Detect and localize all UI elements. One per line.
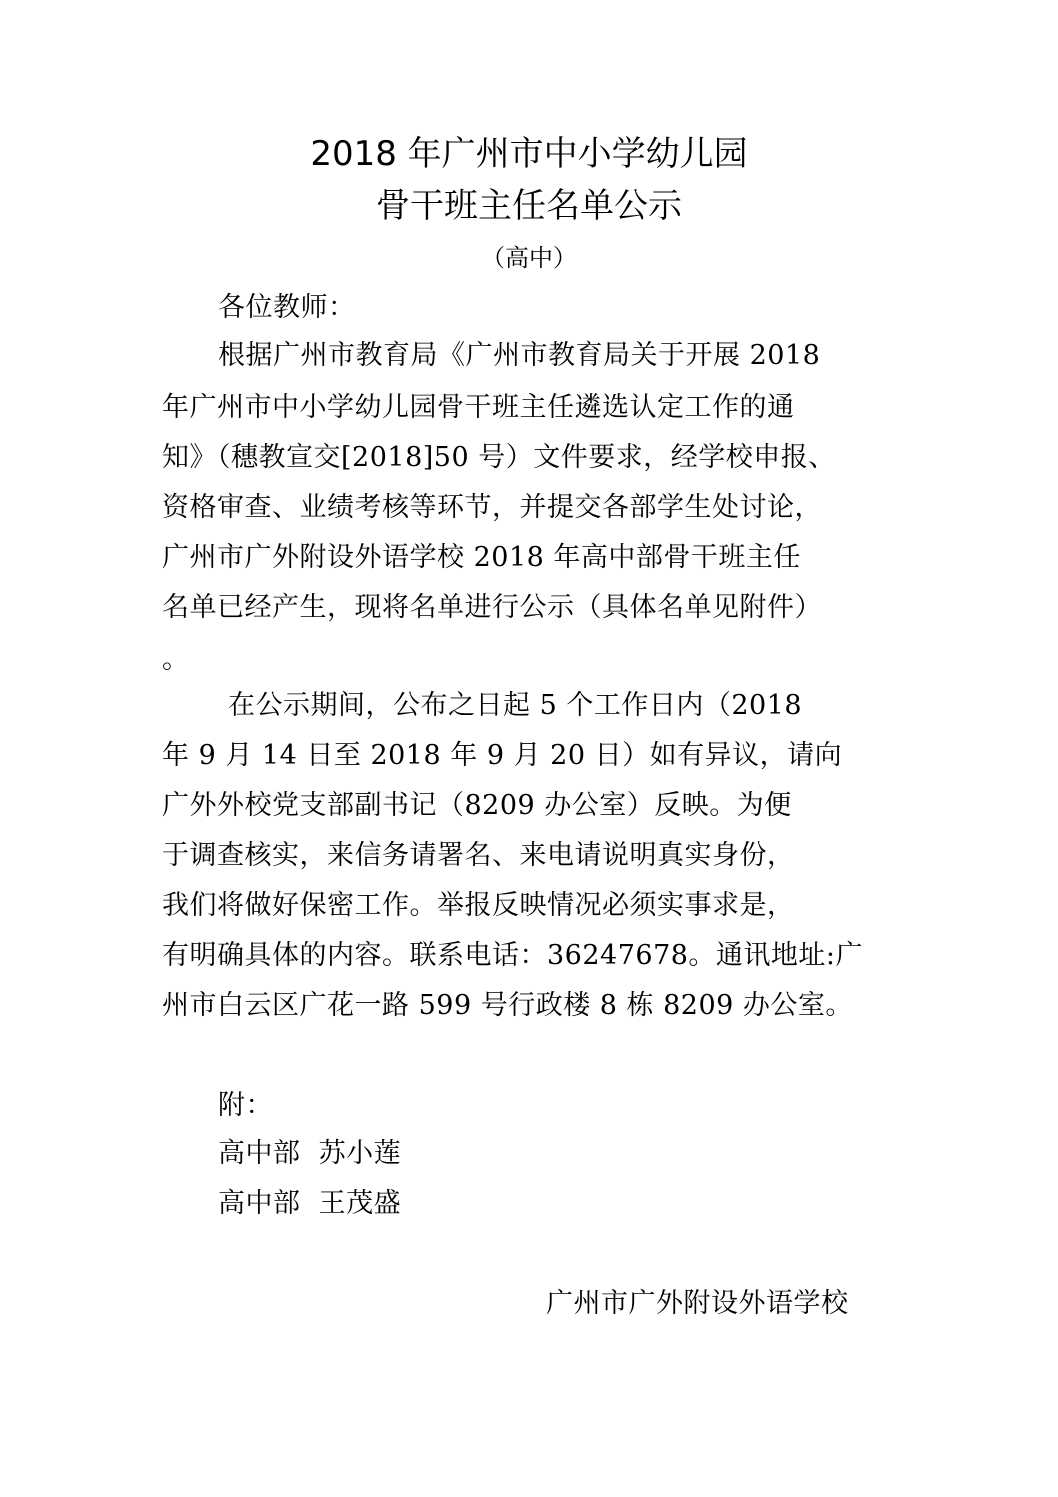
paragraph-2-line: 在公示期间，公布之日起 5 个工作日内（2018 bbox=[228, 690, 803, 721]
paragraph-1-line: 根据广州市教育局《广州市教育局关于开展 2018 bbox=[218, 340, 821, 371]
page-title-line-1: 2018 年广州市中小学幼儿园 bbox=[310, 134, 748, 174]
paragraph-2-line: 广外外校党支部副书记（8209 办公室）反映。为便 bbox=[162, 790, 792, 821]
paragraph-2-line: 有明确具体的内容。联系电话：36247678。通讯地址:广 bbox=[162, 940, 864, 971]
signature-org: 广州市广外附设外语学校 bbox=[546, 1288, 849, 1319]
attachment-label: 附： bbox=[218, 1090, 273, 1121]
paragraph-1-line: 。 bbox=[162, 644, 190, 675]
salutation: 各位教师： bbox=[218, 292, 356, 323]
paragraph-2-line: 于调查核实，来信务请署名、来电请说明真实身份， bbox=[162, 840, 795, 871]
paragraph-1-line: 名单已经产生，现将名单进行公示（具体名单见附件） bbox=[162, 592, 822, 623]
paragraph-2-line: 年 9 月 14 日至 2018 年 9 月 20 日）如有异议，请向 bbox=[162, 740, 843, 771]
paragraph-2-line: 州市白云区广花一路 599 号行政楼 8 栋 8209 办公室。 bbox=[162, 990, 853, 1021]
page-title-line-2: 骨干班主任名单公示 bbox=[376, 186, 682, 226]
attachment-entry: 高中部 王茂盛 bbox=[218, 1188, 402, 1219]
paragraph-1-line: 广州市广外附设外语学校 2018 年高中部骨干班主任 bbox=[162, 542, 801, 573]
paragraph-2-line: 我们将做好保密工作。举报反映情况必须实事求是， bbox=[162, 890, 795, 921]
attachment-entry: 高中部 苏小莲 bbox=[218, 1138, 402, 1169]
paragraph-1-line: 知》（穗教宣交[2018]50 号）文件要求，经学校申报、 bbox=[162, 442, 836, 473]
paragraph-1-line: 资格审查、业绩考核等环节，并提交各部学生处讨论， bbox=[162, 492, 822, 523]
paragraph-1-line: 年广州市中小学幼儿园骨干班主任遴选认定工作的通 bbox=[162, 392, 795, 423]
page-subtitle: （高中） bbox=[481, 244, 577, 272]
